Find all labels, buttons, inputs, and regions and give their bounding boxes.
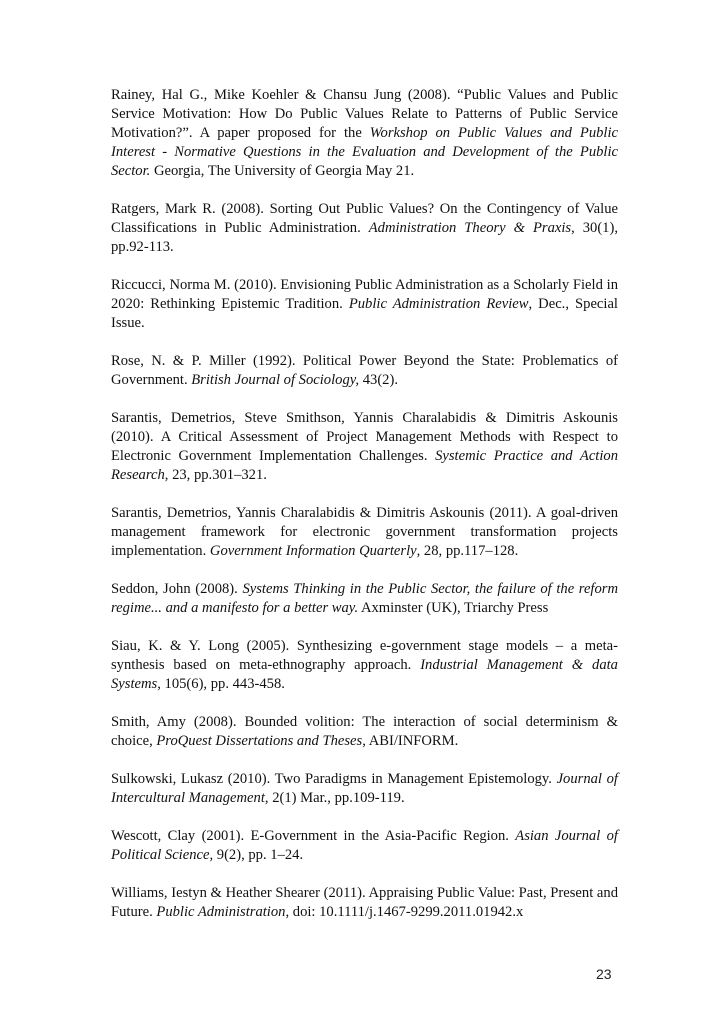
page-number: 23: [596, 966, 612, 982]
reference-entry: Wescott, Clay (2001). E-Government in the Asia-Pacific Region. Asian Journal of Political Science, 9(2), pp. 1–24.: [111, 828, 618, 863]
reference-entry: Sarantis, Demetrios, Steve Smithson, Yannis Charalabidis & Dimitris Askounis (2010). A Critical Assessment of Project Management Methods with Respect to Electronic Government Implementation Challenges. Systemic Practice and Action Research, 23, pp.301–321.: [111, 410, 619, 483]
reference-entry: Rose, N. & P. Miller (1992). Political Power Beyond the State: Problematics of Government. British Journal of Sociology, 43(2).: [111, 353, 618, 388]
reference-entry: Sarantis, Demetrios, Yannis Charalabidis & Dimitris Askounis (2011). A goal-driven management framework for electronic government transformation projects implementation. Government Information Quarterly, 28, pp.117–128.: [111, 505, 618, 559]
reference-entry: Ratgers, Mark R. (2008). Sorting Out Public Values? On the Contingency of Value Classifications in Public Administration. Administration Theory & Praxis, 30(1), pp.92-113.: [111, 201, 618, 255]
reference-entry: Smith, Amy (2008). Bounded volition: The interaction of social determinism & choice, ProQuest Dissertations and Theses, ABI/INFORM.: [111, 714, 618, 749]
reference-entry: Seddon, John (2008). Systems Thinking in the Public Sector, the failure of the reform regime... and a manifesto for a better way. Axminster (UK), Triarchy Press: [111, 581, 618, 616]
reference-entry: Riccucci, Norma M. (2010). Envisioning Public Administration as a Scholarly Field in 2020: Rethinking Epistemic Tradition. Public Administration Review, Dec., Special Issue.: [111, 277, 618, 331]
reference-entry: Siau, K. & Y. Long (2005). Synthesizing e-government stage models – a meta-synthesis based on meta-ethnography approach. Industrial Management & data Systems, 105(6), pp. 443-458.: [111, 638, 618, 692]
reference-entry: Rainey, Hal G., Mike Koehler & Chansu Jung (2008). “Public Values and Public Service Motivation: How Do Public Values Relate to Patterns of Public Service Motivation?”. A paper proposed for the Workshop on Public Values and Public Interest - Normative Questions in the Evaluation and Development of the Public Sector. Georgia, The University of Georgia May 21.: [111, 87, 618, 179]
reference-list: [111, 86, 618, 941]
reference-entry: Sulkowski, Lukasz (2010). Two Paradigms in Management Epistemology. Journal of Intercultural Management, 2(1) Mar., pp.109-119.: [111, 771, 618, 806]
reference-entry: Williams, Iestyn & Heather Shearer (2011). Appraising Public Value: Past, Present and Future. Public Administration, doi: 10.1111/j.1467-9299.2011.01942.x: [111, 885, 618, 920]
